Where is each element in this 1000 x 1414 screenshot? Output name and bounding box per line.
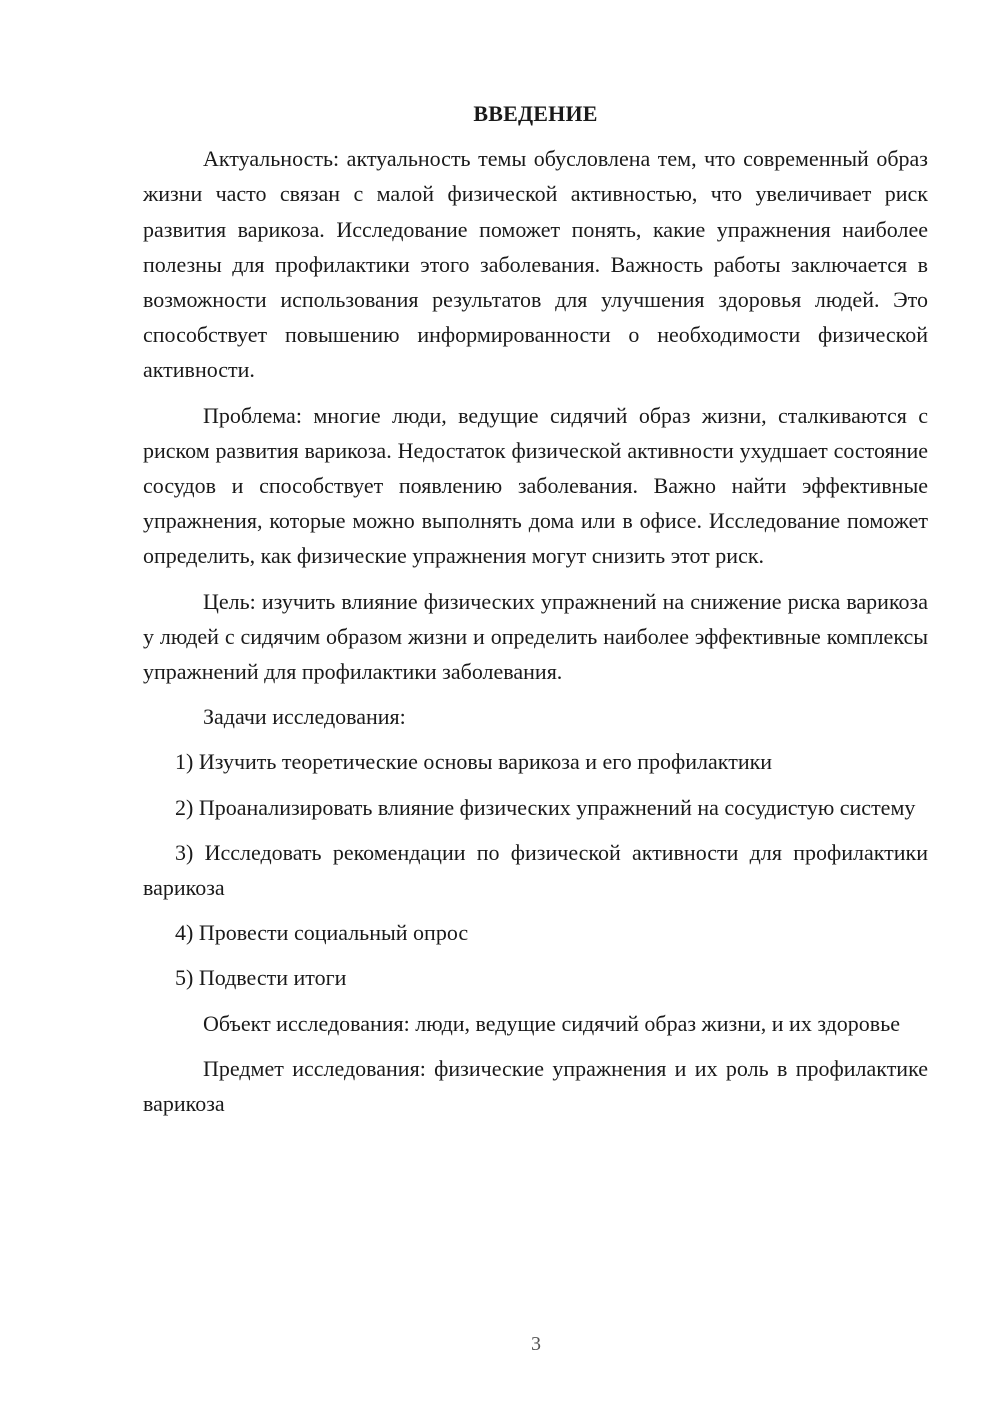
task-item-3: 3) Исследовать рекомендации по физической активности для профилактики варикоза [143, 839, 928, 901]
task-item-5: 5) Подвести итоги [175, 965, 347, 991]
goal-paragraph: Цель: изучить влияние физических упражнений на снижение риска варикоза у людей с сидячим образом жизни и определить наиболее эффективные комплексы упражнений для профилактики заболевания. [143, 588, 928, 685]
task-item-1: 1) Изучить теоретические основы варикоза и его профилактики [175, 749, 773, 775]
object-paragraph: Объект исследования: люди, ведущие сидячий образ жизни, и их здоровье [203, 1010, 900, 1036]
subject-paragraph: Предмет исследования: физические упражнения и их роль в профилактике варикоза [143, 1055, 928, 1117]
page-content [143, 96, 928, 1131]
task-item-4: 4) Провести социальный опрос [175, 920, 469, 946]
task-item-2: 2) Проанализировать влияние физических упражнений на сосудистую систему [175, 794, 916, 820]
tasks-heading: Задачи исследования: [203, 704, 406, 730]
section-title: ВВЕДЕНИЕ [473, 101, 598, 126]
page-number: 3 [531, 1333, 541, 1355]
relevance-paragraph: Актуальность: актуальность темы обусловлена тем, что современный образ жизни часто связан с малой физической активностью, что увеличивает риск развития варикоза. Исследование поможет понять, какие упражнения наиболее полезны для профилактики этого заболевания. Важность работы заключается в возможности использования результатов для улучшения здоровья людей. Это способствует повышению информированности о необходимости физической активности. [143, 146, 928, 383]
problem-paragraph: Проблема: многие люди, ведущие сидячий образ жизни, сталкиваются с риском развития варикоза. Недостаток физической активности ухудшает состояние сосудов и способствует появлению заболевания. Важно найти эффективные упражнения, которые можно выполнять дома или в офисе. Исследование поможет определить, как физические упражнения могут снизить этот риск. [143, 402, 928, 569]
